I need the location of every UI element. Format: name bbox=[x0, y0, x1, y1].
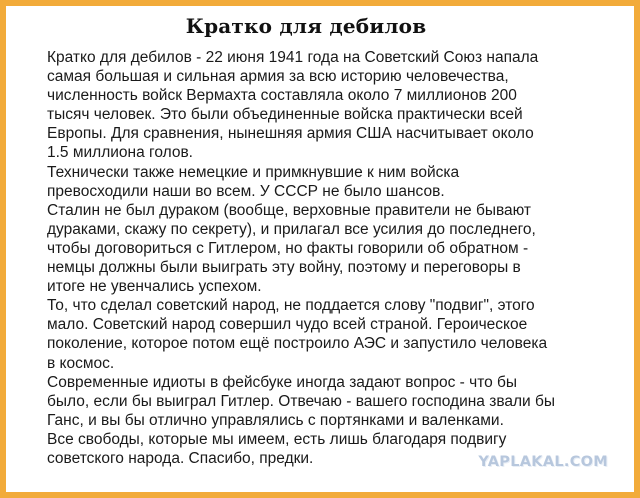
text-line: Все свободы, которые мы имеем, есть лишь благодаря подвигу bbox=[47, 430, 507, 448]
text-line: Кратко для дебилов - 22 июня 1941 года на Советский Союз напала bbox=[47, 49, 539, 66]
text-line: Сталин не был дураком (вообще, верховные правители не бывают bbox=[47, 201, 532, 219]
text-line: Европы. Для сравнения, нынешняя армия США насчитывает около bbox=[47, 125, 534, 143]
text-line: дураками, скажу по секрету), и прилагал все усилия до последнего, bbox=[47, 220, 536, 238]
text-line: Технически также немецкие и примкнувшие к ним войска bbox=[47, 163, 460, 181]
text-line: самая большая и сильная армия за всю историю человечества, bbox=[47, 68, 509, 86]
text-line: То, что сделал советский народ, не поддается слову "подвиг", этого bbox=[47, 297, 535, 315]
text-line: чтобы договориться с Гитлером, но факты говорили об обратном - bbox=[47, 239, 529, 257]
text-line: превосходили наши во всем. У СССР не было шансов. bbox=[47, 182, 445, 200]
text-line: Ганс, и вы бы отлично управлялись с портянками и валенками. bbox=[47, 411, 504, 429]
text-line: численность войск Вермахта составляла около 7 миллионов 200 bbox=[47, 87, 517, 105]
text-line: поколение, которое потом ещё построило АЭС и запустило человека bbox=[47, 335, 548, 353]
text-line: 1.5 миллиона голов. bbox=[47, 144, 193, 162]
document-body bbox=[47, 48, 617, 468]
site-watermark: YAPLAKAL.COM bbox=[478, 454, 608, 470]
document-title: Кратко для дебилов bbox=[185, 14, 427, 38]
text-line: тысяч человек. Это были объединенные войска практически всей bbox=[47, 106, 523, 124]
text-line: в космос. bbox=[47, 354, 115, 372]
text-line: советского народа. Спасибо, предки. bbox=[47, 449, 314, 467]
text-line: мало. Советский народ совершил чудо всей страной. Героическое bbox=[47, 316, 528, 334]
text-line: немцы должны были выиграть эту войну, поэтому и переговоры в bbox=[47, 259, 521, 277]
text-line: было, если бы выиграл Гитлер. Отвечаю - вашего господина звали бы bbox=[47, 392, 556, 410]
text-line: итоге не увенчались успехом. bbox=[47, 278, 262, 296]
text-line: Современные идиоты в фейсбуке иногда задают вопрос - что бы bbox=[47, 373, 518, 391]
